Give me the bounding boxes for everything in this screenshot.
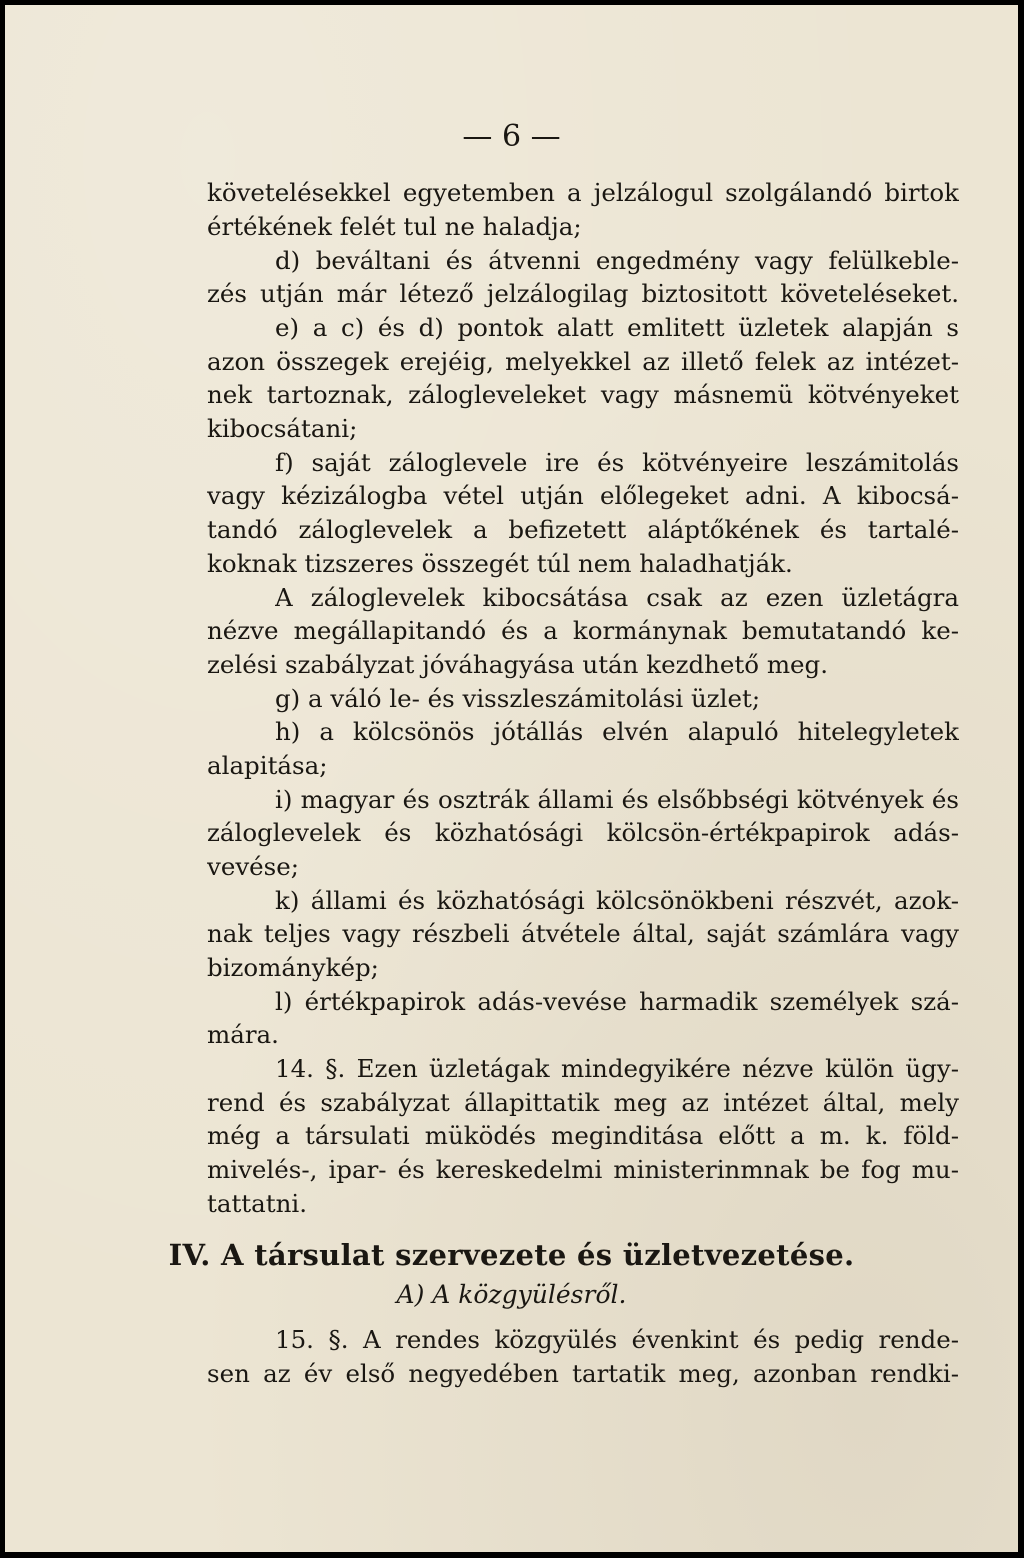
text-line: f) saját záloglevele ire és kötvényeire leszámitolás (275, 448, 959, 477)
text-line: mivelés-, ipar- és kereskedelmi ministerinmnak be fog mu- (207, 1155, 959, 1184)
text-line: nézve megállapitandó és a kormánynak bemutatandó ke- (207, 616, 959, 645)
text-line: g) a váló le- és visszleszámitolási üzlet; (275, 684, 761, 713)
text-line: záloglevelek és közhatósági kölcsön-értékpapirok adás- (207, 818, 959, 847)
document-page (5, 5, 1018, 1552)
text-line: A záloglevelek kibocsátása csak az ezen üzletágra (275, 583, 959, 612)
text-line: sen az év első negyedében tartatik meg, azonban rendki- (207, 1359, 959, 1388)
text-line: nek tartoznak, zálogleveleket vagy másnemü kötvényeket (207, 380, 959, 409)
text-line: rend és szabályzat állapittatik meg az intézet által, mely (207, 1088, 959, 1117)
subsection-heading: A) A közgyülésről. (396, 1280, 627, 1309)
text-line: azon összegek erejéig, melyekkel az illető felek az intézet- (207, 347, 959, 376)
text-line: e) a c) és d) pontok alatt emlitett üzletek alapján s (275, 313, 959, 342)
text-line: követelésekkel egyetemben a jelzálogul szolgálandó birtok (207, 178, 959, 207)
section-heading: IV. A társulat szervezete és üzletvezetése. (168, 1238, 855, 1272)
text-line: még a társulati müködés meginditása előtt a m. k. föld- (207, 1121, 959, 1150)
text-line: h) a kölcsönös jótállás elvén alapuló hitelegyletek (275, 717, 959, 746)
text-line: zelési szabályzat jóváhagyása után kezdhető meg. (207, 650, 829, 679)
text-line: vagy kézizálogba vétel utján előlegeket adni. A kibocsá- (207, 481, 959, 510)
text-line: l) értékpapirok adás-vevése harmadik személyek szá- (275, 987, 959, 1016)
text-line: i) magyar és osztrák állami és elsőbbségi kötvények és (275, 785, 959, 814)
text-line: bizománykép; (207, 953, 379, 982)
text-line: kibocsátani; (207, 414, 358, 443)
text-line: tandó záloglevelek a befizetett aláptőkének és tartalé- (207, 515, 959, 544)
text-line: 15. §. A rendes közgyülés évenkint és pedig rende- (275, 1325, 959, 1354)
text-line: vevése; (207, 852, 300, 881)
text-line: 14. §. Ezen üzletágak mindegyikére nézve külön ügy- (275, 1054, 959, 1083)
page-number: — 6 — (462, 119, 561, 154)
text-line: értékének felét tul ne haladja; (207, 212, 582, 241)
text-line: tattatni. (207, 1189, 307, 1218)
text-line: zés utján már létező jelzálogilag biztositott követeléseket. (207, 279, 959, 308)
text-line: koknak tizszeres összegét túl nem haladhatják. (207, 549, 793, 578)
text-line: d) beváltani és átvenni engedmény vagy felülkeble- (275, 246, 959, 275)
text-line: alapitása; (207, 751, 328, 780)
text-line: k) állami és közhatósági kölcsönökbeni részvét, azok- (275, 886, 959, 915)
page-text (5, 5, 1018, 1552)
text-line: nak teljes vagy részbeli átvétele által, saját számlára vagy (207, 919, 959, 948)
text-line: mára. (207, 1020, 279, 1049)
